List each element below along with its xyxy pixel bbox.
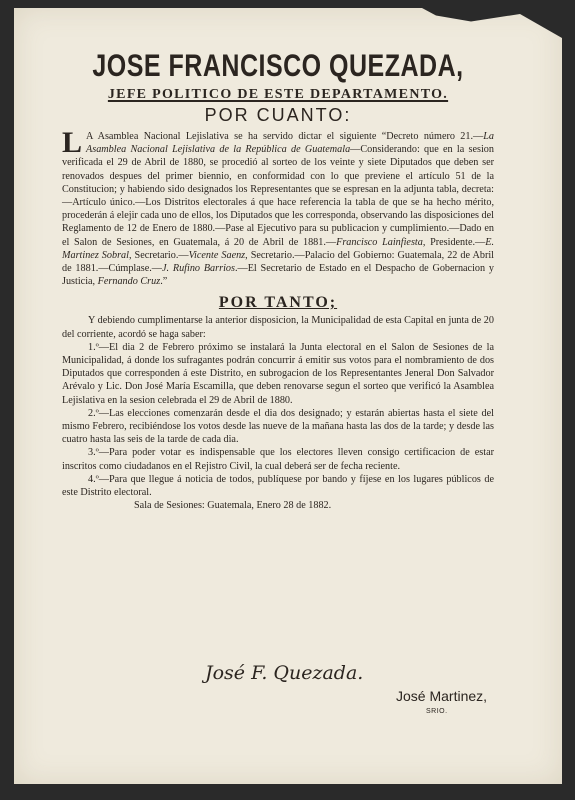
decree-text-6: .—El Secretario de Estado en el Despacho de Gobernacion y Justicia, [62,263,494,288]
signature-role: SRIO. [426,708,448,715]
decree-italic-1: La Asamblea Nacional Lejislativa de la República de Guatemala [86,131,494,156]
date-line: Sala de Sesiones: Guatemala, Enero 28 de 1882. [134,500,332,512]
decree-italic-5: J. Rufino Barrios [162,263,235,275]
document-content [62,48,494,512]
decree-text-4: , Secretario.— [128,249,189,261]
decree-text-3: , Presidente.— [422,236,486,248]
decree-paragraph [62,126,495,288]
por-tanto-heading: POR TANTO; [218,294,338,312]
item-3-paragraph: 3.º—Para poder votar es indispensable que los electores lleven consigo certificacion de estar inscritos como ciudadanos en el Rejistro Civil, la cual deberá ser de fecha reciente. [62,447,494,472]
decree-text-7: .” [160,276,168,288]
item-2-paragraph: 2.º—Las elecciones comenzarán desde el dia dos designado; y estarán abiertas hasta el siete del mismo Febrero, recibiéndose los votos desde las nueve de la mañana hasta las dos de la tarde; y desde las cuatro hasta las seis de la tarde de cada dia. [62,407,494,446]
signature-martinez: José Martinez, [396,688,488,704]
document-title: JOSE FRANCISCO QUEZADA, [92,48,464,84]
decree-text-1: A Asamblea Nacional Lejislativa se ha servido dictar el siguiente “Decreto número 21.— [86,131,484,142]
drop-cap: L [62,126,83,159]
item-4-paragraph: 4.º—Para que llegue á noticia de todos, publíquese por bando y fíjese en los lugares públicos de este Distrito electoral. [62,473,494,499]
document-subtitle: JEFE POLITICO DE ESTE DEPARTAMENTO. [107,87,449,102]
decree-italic-2: Francisco Lainfiesta [336,236,423,248]
decree-italic-3: E. Martinez Sobral [62,236,495,261]
decree-italic-4: Vicente Saenz [188,249,246,261]
por-cuanto-heading: POR CUANTO: [204,105,352,125]
decree-italic-6: Fernando Cruz [97,276,161,288]
signature-quezada: José F. Quezada. [205,662,364,684]
item-1-paragraph: 1.º—El dia 2 de Febrero próximo se instalará la Junta electoral en el Salon de Sesiones de la Municipalidad, á donde los sufragantes podrán concurrir á emitir sus votos para el nombramiento de dos Diputados que corresponden á este Distrito, en subrogacion de los Representantes Jeneral Don Salvador Arévalo y Lic. Don José María Escamilla, que deben renovarse segun el sorteo que verificó la Asamblea Lejislativa en la sesion celebrada el 29 de Abril de 1880. [62,341,494,406]
torn-corner [422,8,562,38]
decree-text-2: —Considerando: que en la sesion verificada el 29 de Abril de 1880, se procedió al sorteo de los veinte y siete Diputados que deben ser renovados despues del primer biennio, en conformidad con lo que previene el artículo 51 de la Constitucion; y habiendo sido designados los Representantes que se espresan en la adjunta tabla, decreta:—Artículo único.—Los Distritos electorales á que hace referencia la tabla de que se ha hecho mérito, procederán á elejir cada uno de ellos, los Diputados que les corresponda, observando las disposiciones del Reglamento de 12 de Enero de 1880.—Pase al Ejecutivo para su publicacion y cumplimiento.—Dado en el Salon de Sesiones, en Guatemala, á 20 de Abril de 1881.— [62,144,494,248]
intro-paragraph: Y debiendo cumplimentarse la anterior disposicion, la Municipalidad de esta Capital en junta de 20 del corriente, acordó se haga saber: [62,315,494,340]
decree-text-5: , Secretario.—Palacio del Gobierno: Guatemala, 22 de Abril de 1881.—Cúmplase.— [62,249,494,275]
